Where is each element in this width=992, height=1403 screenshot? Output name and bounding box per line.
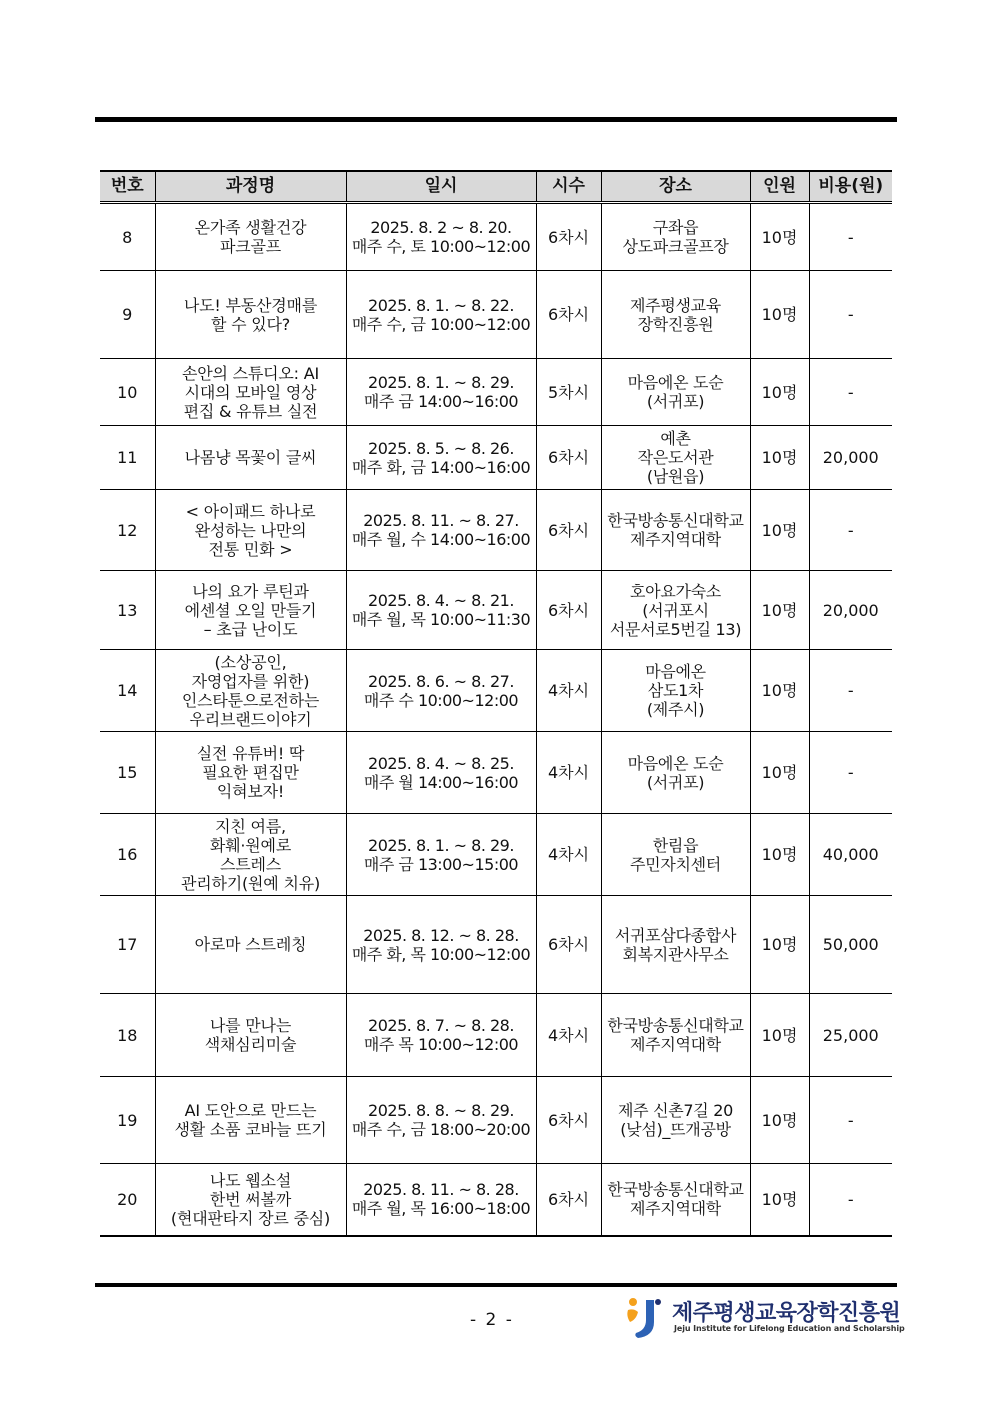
course-people: 10명 [750, 426, 809, 490]
row-number: 19 [100, 1077, 155, 1164]
logo-title: 제주평생교육장학진흥원 [672, 1301, 901, 1326]
course-hours: 6차시 [536, 896, 601, 994]
header-people: 인원 [750, 171, 809, 203]
course-date: 2025. 8. 8. ~ 8. 29. 매주 수, 금 18:00~20:00 [346, 1077, 536, 1164]
course-name: 손안의 스튜디오: AI 시대의 모바일 영상 편집 & 유튜브 실전 [155, 359, 346, 426]
table-header-row [100, 171, 892, 203]
row-number: 17 [100, 896, 155, 994]
table-row [100, 814, 892, 896]
course-cost: - [809, 359, 892, 426]
row-number: 8 [100, 203, 155, 271]
table-row [100, 650, 892, 732]
course-date: 2025. 8. 11. ~ 8. 28. 매주 월, 목 16:00~18:00 [346, 1164, 536, 1236]
course-date: 2025. 8. 2 ~ 8. 20. 매주 수, 토 10:00~12:00 [346, 203, 536, 271]
course-date: 2025. 8. 5. ~ 8. 26. 매주 화, 금 14:00~16:00 [346, 426, 536, 490]
course-name: 실전 유튜버! 딱 필요한 편집만 익혀보자! [155, 732, 346, 814]
table-row [100, 1077, 892, 1164]
page-number: - 2 - [470, 1310, 514, 1330]
course-cost: - [809, 1164, 892, 1236]
course-name: 온가족 생활건강 파크골프 [155, 203, 346, 271]
course-cost: 25,000 [809, 994, 892, 1077]
course-date: 2025. 8. 12. ~ 8. 28. 매주 화, 목 10:00~12:00 [346, 896, 536, 994]
row-number: 14 [100, 650, 155, 732]
course-cost: 40,000 [809, 814, 892, 896]
course-cost: - [809, 203, 892, 271]
course-cost: 50,000 [809, 896, 892, 994]
course-name: 나를 만나는 색채심리미술 [155, 994, 346, 1077]
table-row [100, 426, 892, 490]
course-name: 나의 요가 루틴과 에센셜 오일 만들기 – 초급 난이도 [155, 571, 346, 650]
course-place: 마음에온 삼도1차 (제주시) [601, 650, 750, 732]
course-people: 10명 [750, 359, 809, 426]
course-hours: 4차시 [536, 994, 601, 1077]
course-people: 10명 [750, 896, 809, 994]
course-place: 예촌 작은도서관 (남원읍) [601, 426, 750, 490]
row-number: 13 [100, 571, 155, 650]
course-name: < 아이패드 하나로 완성하는 나만의 전통 민화 > [155, 490, 346, 571]
course-cost: - [809, 1077, 892, 1164]
course-place: 구좌읍 상도파크골프장 [601, 203, 750, 271]
course-date: 2025. 8. 1. ~ 8. 22. 매주 수, 금 10:00~12:00 [346, 271, 536, 359]
course-place: 서귀포삼다종합사 회복지관사무소 [601, 896, 750, 994]
header-course: 과정명 [155, 171, 346, 203]
course-place: 한국방송통신대학교 제주지역대학 [601, 1164, 750, 1236]
course-hours: 6차시 [536, 271, 601, 359]
institute-logo [624, 1296, 905, 1340]
course-name: 나도 웹소설 한번 써볼까 (현대판타지 장르 중심) [155, 1164, 346, 1236]
row-number: 15 [100, 732, 155, 814]
row-number: 18 [100, 994, 155, 1077]
course-people: 10명 [750, 203, 809, 271]
course-name: 지친 여름, 화훼·원예로 스트레스 관리하기(원예 치유) [155, 814, 346, 896]
course-hours: 4차시 [536, 732, 601, 814]
table-row [100, 994, 892, 1077]
course-name: AI 도안으로 만드는 생활 소품 코바늘 뜨기 [155, 1077, 346, 1164]
course-cost: - [809, 732, 892, 814]
header-hours: 시수 [536, 171, 601, 203]
course-hours: 5차시 [536, 359, 601, 426]
table-row [100, 732, 892, 814]
course-people: 10명 [750, 1164, 809, 1236]
course-place: 마음에온 도순 (서귀포) [601, 359, 750, 426]
header-date: 일시 [346, 171, 536, 203]
course-place: 호아요가숙소 (서귀포시 서문서로5번길 13) [601, 571, 750, 650]
row-number: 10 [100, 359, 155, 426]
row-number: 20 [100, 1164, 155, 1236]
course-date: 2025. 8. 4. ~ 8. 25. 매주 월 14:00~16:00 [346, 732, 536, 814]
course-place: 한국방송통신대학교 제주지역대학 [601, 490, 750, 571]
course-date: 2025. 8. 11. ~ 8. 27. 매주 월, 수 14:00~16:00 [346, 490, 536, 571]
course-date: 2025. 8. 4. ~ 8. 21. 매주 월, 목 10:00~11:30 [346, 571, 536, 650]
table-row [100, 490, 892, 571]
course-place: 제주평생교육 장학진흥원 [601, 271, 750, 359]
course-place: 마음에온 도순 (서귀포) [601, 732, 750, 814]
course-cost: - [809, 271, 892, 359]
course-hours: 4차시 [536, 814, 601, 896]
course-cost: - [809, 650, 892, 732]
course-table [100, 170, 892, 1237]
course-people: 10명 [750, 732, 809, 814]
course-place: 한국방송통신대학교 제주지역대학 [601, 994, 750, 1077]
top-rule [95, 117, 897, 122]
course-hours: 6차시 [536, 1164, 601, 1236]
course-name: 나몸냥 목꽃이 글씨 [155, 426, 346, 490]
table-row [100, 1164, 892, 1236]
course-people: 10명 [750, 271, 809, 359]
course-date: 2025. 8. 6. ~ 8. 27. 매주 수 10:00~12:00 [346, 650, 536, 732]
row-number: 9 [100, 271, 155, 359]
row-number: 11 [100, 426, 155, 490]
course-name: 아로마 스트레칭 [155, 896, 346, 994]
course-hours: 6차시 [536, 203, 601, 271]
course-people: 10명 [750, 994, 809, 1077]
course-place: 제주 신촌7길 20 (낮섬)_뜨개공방 [601, 1077, 750, 1164]
course-hours: 6차시 [536, 490, 601, 571]
row-number: 16 [100, 814, 155, 896]
logo-mark-icon [624, 1296, 664, 1340]
table-row [100, 571, 892, 650]
course-hours: 6차시 [536, 571, 601, 650]
course-cost: 20,000 [809, 571, 892, 650]
course-people: 10명 [750, 1077, 809, 1164]
course-date: 2025. 8. 1. ~ 8. 29. 매주 금 13:00~15:00 [346, 814, 536, 896]
course-people: 10명 [750, 650, 809, 732]
row-number: 12 [100, 490, 155, 571]
course-hours: 6차시 [536, 426, 601, 490]
table-row [100, 359, 892, 426]
course-people: 10명 [750, 490, 809, 571]
course-cost: - [809, 490, 892, 571]
course-date: 2025. 8. 7. ~ 8. 28. 매주 목 10:00~12:00 [346, 994, 536, 1077]
bottom-rule [95, 1283, 897, 1287]
course-date: 2025. 8. 1. ~ 8. 29. 매주 금 14:00~16:00 [346, 359, 536, 426]
course-people: 10명 [750, 814, 809, 896]
header-place: 장소 [601, 171, 750, 203]
table-row [100, 896, 892, 994]
header-number: 번호 [100, 171, 155, 203]
course-cost: 20,000 [809, 426, 892, 490]
logo-subtitle: Jeju Institute for Lifelong Education and Scholarship [674, 1324, 905, 1333]
course-name: 나도! 부동산경매를 할 수 있다? [155, 271, 346, 359]
course-hours: 4차시 [536, 650, 601, 732]
course-place: 한림읍 주민자치센터 [601, 814, 750, 896]
table-row [100, 203, 892, 271]
table-row [100, 271, 892, 359]
header-cost: 비용(원) [809, 171, 892, 203]
course-hours: 6차시 [536, 1077, 601, 1164]
course-name: (소상공인, 자영업자를 위한) 인스타툰으로전하는 우리브랜드이야기 [155, 650, 346, 732]
course-people: 10명 [750, 571, 809, 650]
